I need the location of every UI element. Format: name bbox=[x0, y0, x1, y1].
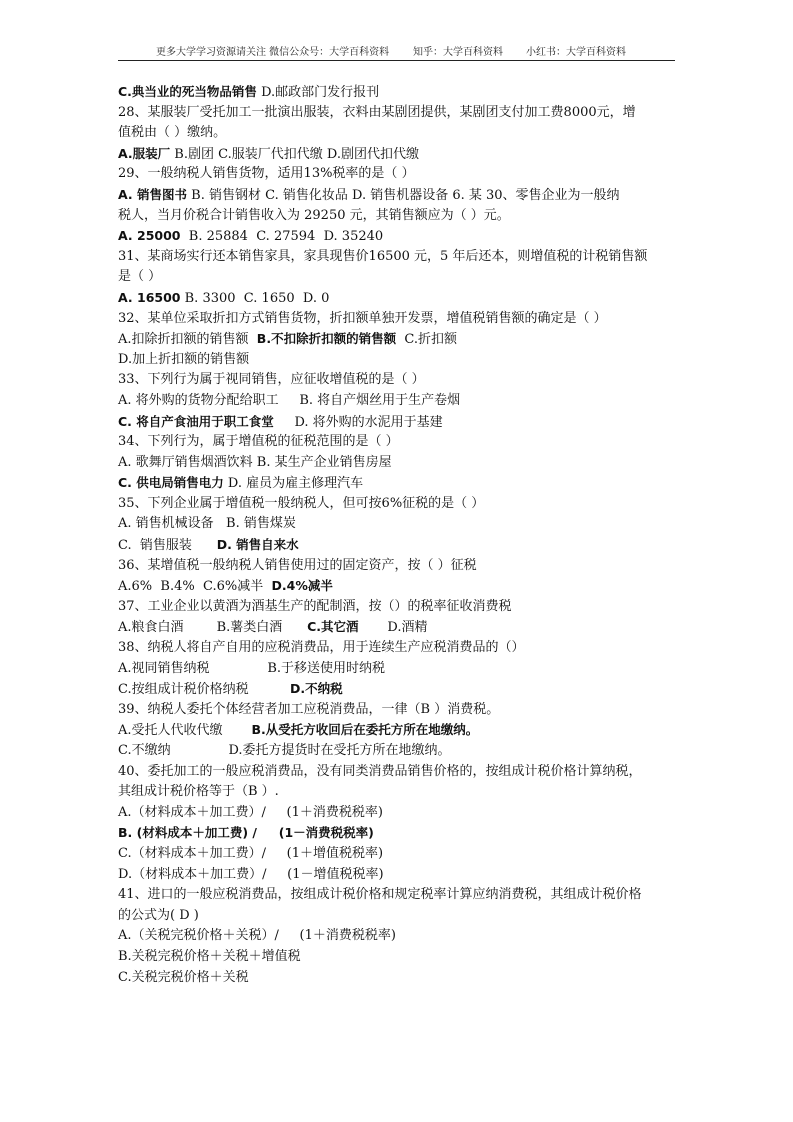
answer-text: D.4%减半 bbox=[271, 578, 333, 594]
text-line bbox=[118, 432, 678, 453]
question-text: A. 销售机械设备 B. 销售煤炭 bbox=[118, 516, 296, 532]
text-line bbox=[118, 123, 678, 144]
text-line bbox=[118, 514, 678, 535]
header-wechat: 更多大学学习资源请关注 微信公众号：大学百科资料 bbox=[156, 47, 390, 58]
text-line bbox=[118, 638, 678, 659]
text-line bbox=[118, 82, 678, 103]
text-line bbox=[118, 617, 678, 638]
text-line bbox=[118, 906, 678, 927]
question-text: C. 销售服装 bbox=[118, 538, 217, 554]
question-text: D.酒精 bbox=[358, 620, 428, 636]
question-text: 是（ ） bbox=[118, 269, 162, 285]
question-text: 39、纳税人委托个体经营者加工应税消费品，一律（B ）消费税。 bbox=[118, 701, 500, 717]
question-text: 其组成计税价格等于（B ）. bbox=[118, 784, 279, 800]
question-text: B. 25884 C. 27594 D. 35240 bbox=[180, 229, 384, 245]
text-line bbox=[118, 309, 678, 330]
question-text: 31、某商场实行还本销售家具，家具现售价16500 元，5 年后还本，则增值税的计税销售额 bbox=[118, 248, 648, 264]
question-text: A.扣除折扣额的销售额 bbox=[118, 332, 257, 348]
question-text: 34、下列行为，属于增值税的征税范围的是（ ） bbox=[118, 434, 399, 450]
answer-text: B.从受托方收回后在委托方所在地缴纳。 bbox=[251, 722, 479, 738]
text-line bbox=[118, 473, 678, 494]
question-text: 35、下列企业属于增值税一般纳税人，但可按6%征税的是（ ） bbox=[118, 495, 485, 511]
text-line bbox=[118, 412, 678, 433]
text-line bbox=[118, 865, 678, 886]
text-line bbox=[118, 247, 678, 268]
question-text: 的公式为( D ) bbox=[118, 907, 199, 923]
question-text: B. 3300 C. 1650 D. 0 bbox=[180, 290, 330, 306]
text-line bbox=[118, 288, 678, 309]
question-text: 37、工业企业以黄酒为酒基生产的配制酒，按（）的税率征收消费税 bbox=[118, 598, 512, 614]
text-line bbox=[118, 720, 678, 741]
answer-text: B. (材料成本＋加工费) / (1－消费税税率) bbox=[118, 825, 374, 841]
question-text: 36、某增值税一般纳税人销售使用过的固定资产，按（ ）征税 bbox=[118, 557, 477, 573]
text-line bbox=[118, 144, 678, 165]
text-line bbox=[118, 926, 678, 947]
question-text: 值税由（ ）缴纳。 bbox=[118, 125, 227, 141]
text-line bbox=[118, 947, 678, 968]
question-text: C.（材料成本＋加工费）/ (1＋增值税税率) bbox=[118, 845, 384, 861]
text-line bbox=[118, 844, 678, 865]
question-text: D.邮政部门发行报刊 bbox=[256, 85, 380, 100]
question-text: D.加上折扣额的销售额 bbox=[118, 351, 250, 367]
question-text: 38、纳税人将自产自用的应税消费品，用于连续生产应税消费品的（） bbox=[118, 640, 525, 656]
document-body bbox=[118, 82, 678, 988]
question-text: B.剧团 C.服装厂代扣代缴 D.剧团代扣代缴 bbox=[170, 146, 419, 162]
text-line bbox=[118, 741, 678, 762]
answer-text: D. 销售自来水 bbox=[216, 537, 299, 553]
text-line bbox=[118, 453, 678, 474]
answer-text: B.不扣除折扣额的销售额 bbox=[256, 331, 397, 347]
text-line bbox=[118, 597, 678, 618]
text-line bbox=[118, 659, 678, 680]
question-text: D. 将外购的水泥用于基建 bbox=[273, 414, 443, 430]
question-text: C.按组成计税价格纳税 bbox=[118, 682, 290, 698]
question-text: 29、一般纳税人销售货物，适用13%税率的是（ ） bbox=[118, 166, 415, 182]
page-header bbox=[118, 38, 675, 61]
text-line bbox=[118, 576, 678, 597]
question-text: 32、某单位采取折扣方式销售货物，折扣额单独开发票，增值税销售额的确定是（ ） bbox=[118, 310, 607, 326]
text-line bbox=[118, 226, 678, 247]
text-line bbox=[118, 679, 678, 700]
question-text: A. 歌舞厅销售烟酒饮料 B. 某生产企业销售房屋 bbox=[118, 454, 392, 470]
answer-text: C.典当业的死当物品销售 bbox=[118, 84, 257, 99]
answer-text: C. 将自产食油用于职工食堂 bbox=[118, 413, 274, 429]
answer-text: C.其它酒 bbox=[307, 619, 359, 635]
text-line bbox=[118, 370, 678, 391]
question-text: A.受托人代收代缴 bbox=[118, 723, 252, 739]
question-text: A.（材料成本＋加工费）/ (1＋消费税税率) bbox=[118, 804, 383, 820]
text-line bbox=[118, 185, 678, 206]
question-text: C.折扣额 bbox=[396, 332, 457, 348]
text-line bbox=[118, 762, 678, 783]
question-text: 33、下列行为属于视同销售，应征收增值税的是（ ） bbox=[118, 372, 425, 388]
answer-text: A.服装厂 bbox=[118, 145, 171, 161]
text-line bbox=[118, 267, 678, 288]
text-line bbox=[118, 700, 678, 721]
text-line bbox=[118, 968, 678, 989]
text-line bbox=[118, 885, 678, 906]
answer-text: A. 25000 bbox=[118, 228, 181, 244]
question-text: A.6% B.4% C.6%减半 bbox=[118, 579, 272, 595]
question-text: A.粮食白酒 B.薯类白酒 bbox=[118, 620, 308, 636]
text-line bbox=[118, 103, 678, 124]
answer-text: A. 销售图书 bbox=[118, 186, 188, 202]
question-text: D. 雇员为雇主修理汽车 bbox=[223, 476, 364, 492]
question-text: 41、进口的一般应税消费品，按组成计税价格和规定税率计算应纳消费税，其组成计税价格 bbox=[118, 887, 642, 903]
answer-text: A. 16500 bbox=[118, 289, 181, 305]
text-line bbox=[118, 494, 678, 515]
question-text: C.关税完税价格＋关税 bbox=[118, 969, 249, 985]
question-text: C.不缴纳 D.委托方提货时在受托方所在地缴纳。 bbox=[118, 743, 451, 758]
text-line bbox=[118, 535, 678, 556]
header-xiaohongshu: 小红书：大学百科资料 bbox=[526, 47, 626, 58]
text-line bbox=[118, 164, 678, 185]
text-line bbox=[118, 391, 678, 412]
text-line bbox=[118, 329, 678, 350]
question-text: D.（材料成本＋加工费）/ (1－增值税税率) bbox=[118, 866, 384, 882]
question-text: B. 销售钢材 C. 销售化妆品 D. 销售机器设备 6. 某 30、零售企业为一般纳 bbox=[187, 187, 620, 203]
text-line bbox=[118, 782, 678, 803]
question-text: 28、某服装厂受托加工一批演出服装，衣料由某剧团提供，某剧团支付加工费8000元，增 bbox=[118, 104, 636, 120]
question-text: B.关税完税价格＋关税＋增值税 bbox=[118, 948, 301, 964]
question-text: 税人，当月价税合计销售收入为 29250 元，其销售额应为（ ）元。 bbox=[118, 207, 510, 223]
text-line bbox=[118, 206, 678, 227]
question-text: A. 将外购的货物分配给职工 B. 将自产烟丝用于生产卷烟 bbox=[118, 392, 461, 408]
header-zhihu: 知乎：大学百科资料 bbox=[413, 47, 503, 58]
text-line bbox=[118, 350, 678, 371]
question-text: A.视同销售纳税 B.于移送使用时纳税 bbox=[118, 660, 386, 676]
answer-text: D.不纳税 bbox=[289, 681, 343, 697]
text-line bbox=[118, 823, 678, 844]
text-line bbox=[118, 803, 678, 824]
answer-text: C. 供电局销售电力 bbox=[118, 475, 224, 491]
question-text: A.（关税完税价格＋关税）/ (1＋消费税税率) bbox=[118, 928, 396, 944]
question-text: 40、委托加工的一般应税消费品，没有同类消费品销售价格的，按组成计税价格计算纳税， bbox=[118, 763, 642, 779]
text-line bbox=[118, 556, 678, 577]
